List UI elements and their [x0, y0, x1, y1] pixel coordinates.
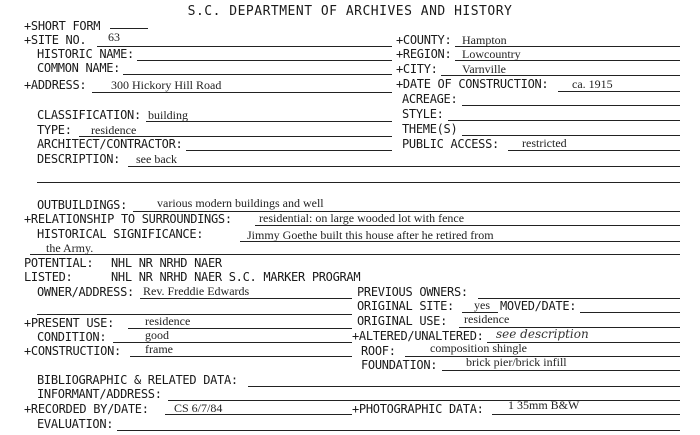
roof-label: ROOF:	[361, 344, 396, 358]
original-site-value: yes	[474, 298, 490, 312]
construction-label: +CONSTRUCTION:	[24, 344, 121, 358]
construction-value: frame	[145, 342, 173, 356]
architect-label: ARCHITECT/CONTRACTOR:	[37, 137, 183, 151]
roof-value: composition shingle	[430, 341, 527, 355]
evaluation-line	[117, 430, 680, 431]
city-label: +CITY:	[396, 62, 438, 76]
original-site-label: ORIGINAL SITE:	[357, 299, 454, 313]
altered-value: see description	[496, 327, 589, 341]
architect-line	[186, 150, 392, 151]
date-of-construction-value: ca. 1915	[572, 77, 613, 91]
recorded-by-label: +RECORDED BY/DATE:	[24, 402, 149, 416]
classification-line	[146, 121, 392, 122]
public-access-label: PUBLIC ACCESS:	[402, 137, 499, 151]
condition-value: good	[145, 328, 169, 342]
bibliographic-label: BIBLIOGRAPHIC & RELATED DATA:	[37, 373, 238, 387]
acreage-label: ACREAGE:	[402, 92, 458, 106]
listed-label: LISTED:	[24, 270, 73, 284]
public-access-value: restricted	[522, 136, 567, 150]
moved-date-line	[580, 312, 680, 313]
owner-line-2	[37, 314, 352, 315]
style-line	[448, 120, 680, 121]
site-no-line	[97, 46, 392, 47]
significance-line-2	[30, 254, 680, 255]
significance-line	[240, 241, 680, 242]
type-label: TYPE:	[37, 123, 72, 137]
relationship-value: residential: on large wooded lot with fence	[259, 211, 465, 225]
description-line	[128, 166, 680, 167]
site-no-label: +SITE NO.	[24, 33, 87, 47]
present-use-label: +PRESENT USE:	[24, 316, 115, 330]
altered-label: +ALTERED/UNALTERED:	[352, 329, 484, 343]
informant-label: INFORMANT/ADDRESS:	[37, 387, 162, 401]
date-of-construction-line	[558, 91, 680, 92]
site-no-value: 63	[108, 30, 120, 44]
style-label: STYLE:	[402, 107, 444, 121]
themes-label: THEME(S)	[402, 122, 458, 136]
common-name-line	[123, 74, 392, 75]
bibliographic-line	[248, 386, 680, 387]
public-access-line	[508, 150, 680, 151]
foundation-label: FOUNDATION:	[361, 358, 438, 372]
photographic-data-label: +PHOTOGRAPHIC DATA:	[352, 402, 484, 416]
common-name-label: COMMON NAME:	[37, 61, 121, 75]
outbuildings-value: various modern buildings and well	[157, 196, 324, 210]
short-form-label: +SHORT FORM	[24, 19, 101, 33]
foundation-line	[442, 370, 680, 371]
description-label: DESCRIPTION:	[37, 152, 121, 166]
classification-label: CLASSIFICATION:	[37, 108, 141, 122]
original-use-label: ORIGINAL USE:	[357, 314, 448, 328]
themes-line	[462, 135, 680, 136]
address-value: 300 Hickory Hill Road	[111, 78, 222, 92]
acreage-line	[462, 105, 680, 106]
relationship-label: +RELATIONSHIP TO SURROUNDINGS:	[24, 212, 232, 226]
significance-value: Jimmy Goethe built this house after he retired from	[247, 228, 494, 242]
construction-line	[130, 356, 352, 357]
original-use-value: residence	[464, 312, 510, 326]
evaluation-label: EVALUATION:	[37, 417, 114, 431]
owner-value: Rev. Freddie Edwards	[143, 284, 250, 298]
owner-line	[140, 298, 352, 299]
region-label: +REGION:	[396, 47, 452, 61]
outbuildings-label: OUTBUILDINGS:	[37, 198, 128, 212]
moved-date-label: MOVED/DATE:	[500, 299, 577, 313]
potential-codes: NHL NR NRHD NAER	[111, 256, 222, 270]
foundation-value: brick pier/brick infill	[466, 355, 567, 369]
potential-label: POTENTIAL:	[24, 256, 94, 270]
date-of-construction-label: +DATE OF CONSTRUCTION:	[396, 77, 549, 91]
owner-label: OWNER/ADDRESS:	[37, 285, 134, 299]
significance-label: HISTORICAL SIGNIFICANCE:	[37, 227, 204, 241]
photographic-data-line	[492, 414, 680, 415]
present-use-value: residence	[145, 314, 191, 328]
county-label: +COUNTY:	[396, 33, 452, 47]
region-line	[455, 60, 680, 61]
photographic-data-value: 1 35mm B&W	[508, 398, 580, 412]
short-form-line	[110, 28, 148, 29]
description-line-2	[37, 182, 680, 183]
informant-line	[168, 400, 680, 401]
relationship-line	[255, 225, 680, 226]
recorded-by-value: CS 6/7/84	[174, 401, 223, 415]
listed-codes: NHL NR NRHD NAER S.C. MARKER PROGRAM	[111, 270, 361, 284]
classification-value: building	[148, 108, 189, 122]
county-value: Hampton	[462, 33, 507, 47]
historic-name-label: HISTORIC NAME:	[37, 47, 134, 61]
region-value: Lowcountry	[462, 47, 521, 61]
recorded-by-line	[165, 414, 352, 415]
description-value: see back	[136, 152, 177, 166]
significance-continued: the Army.	[46, 241, 94, 255]
city-line	[441, 75, 680, 76]
type-value: residence	[91, 123, 137, 137]
form-title: S.C. DEPARTMENT OF ARCHIVES AND HISTORY	[187, 4, 513, 19]
condition-label: CONDITION:	[37, 330, 107, 344]
previous-owners-label: PREVIOUS OWNERS:	[357, 285, 468, 299]
address-line	[92, 92, 392, 93]
historic-name-line	[137, 60, 392, 61]
address-label: +ADDRESS:	[24, 78, 87, 92]
city-value: Varnville	[462, 62, 506, 76]
